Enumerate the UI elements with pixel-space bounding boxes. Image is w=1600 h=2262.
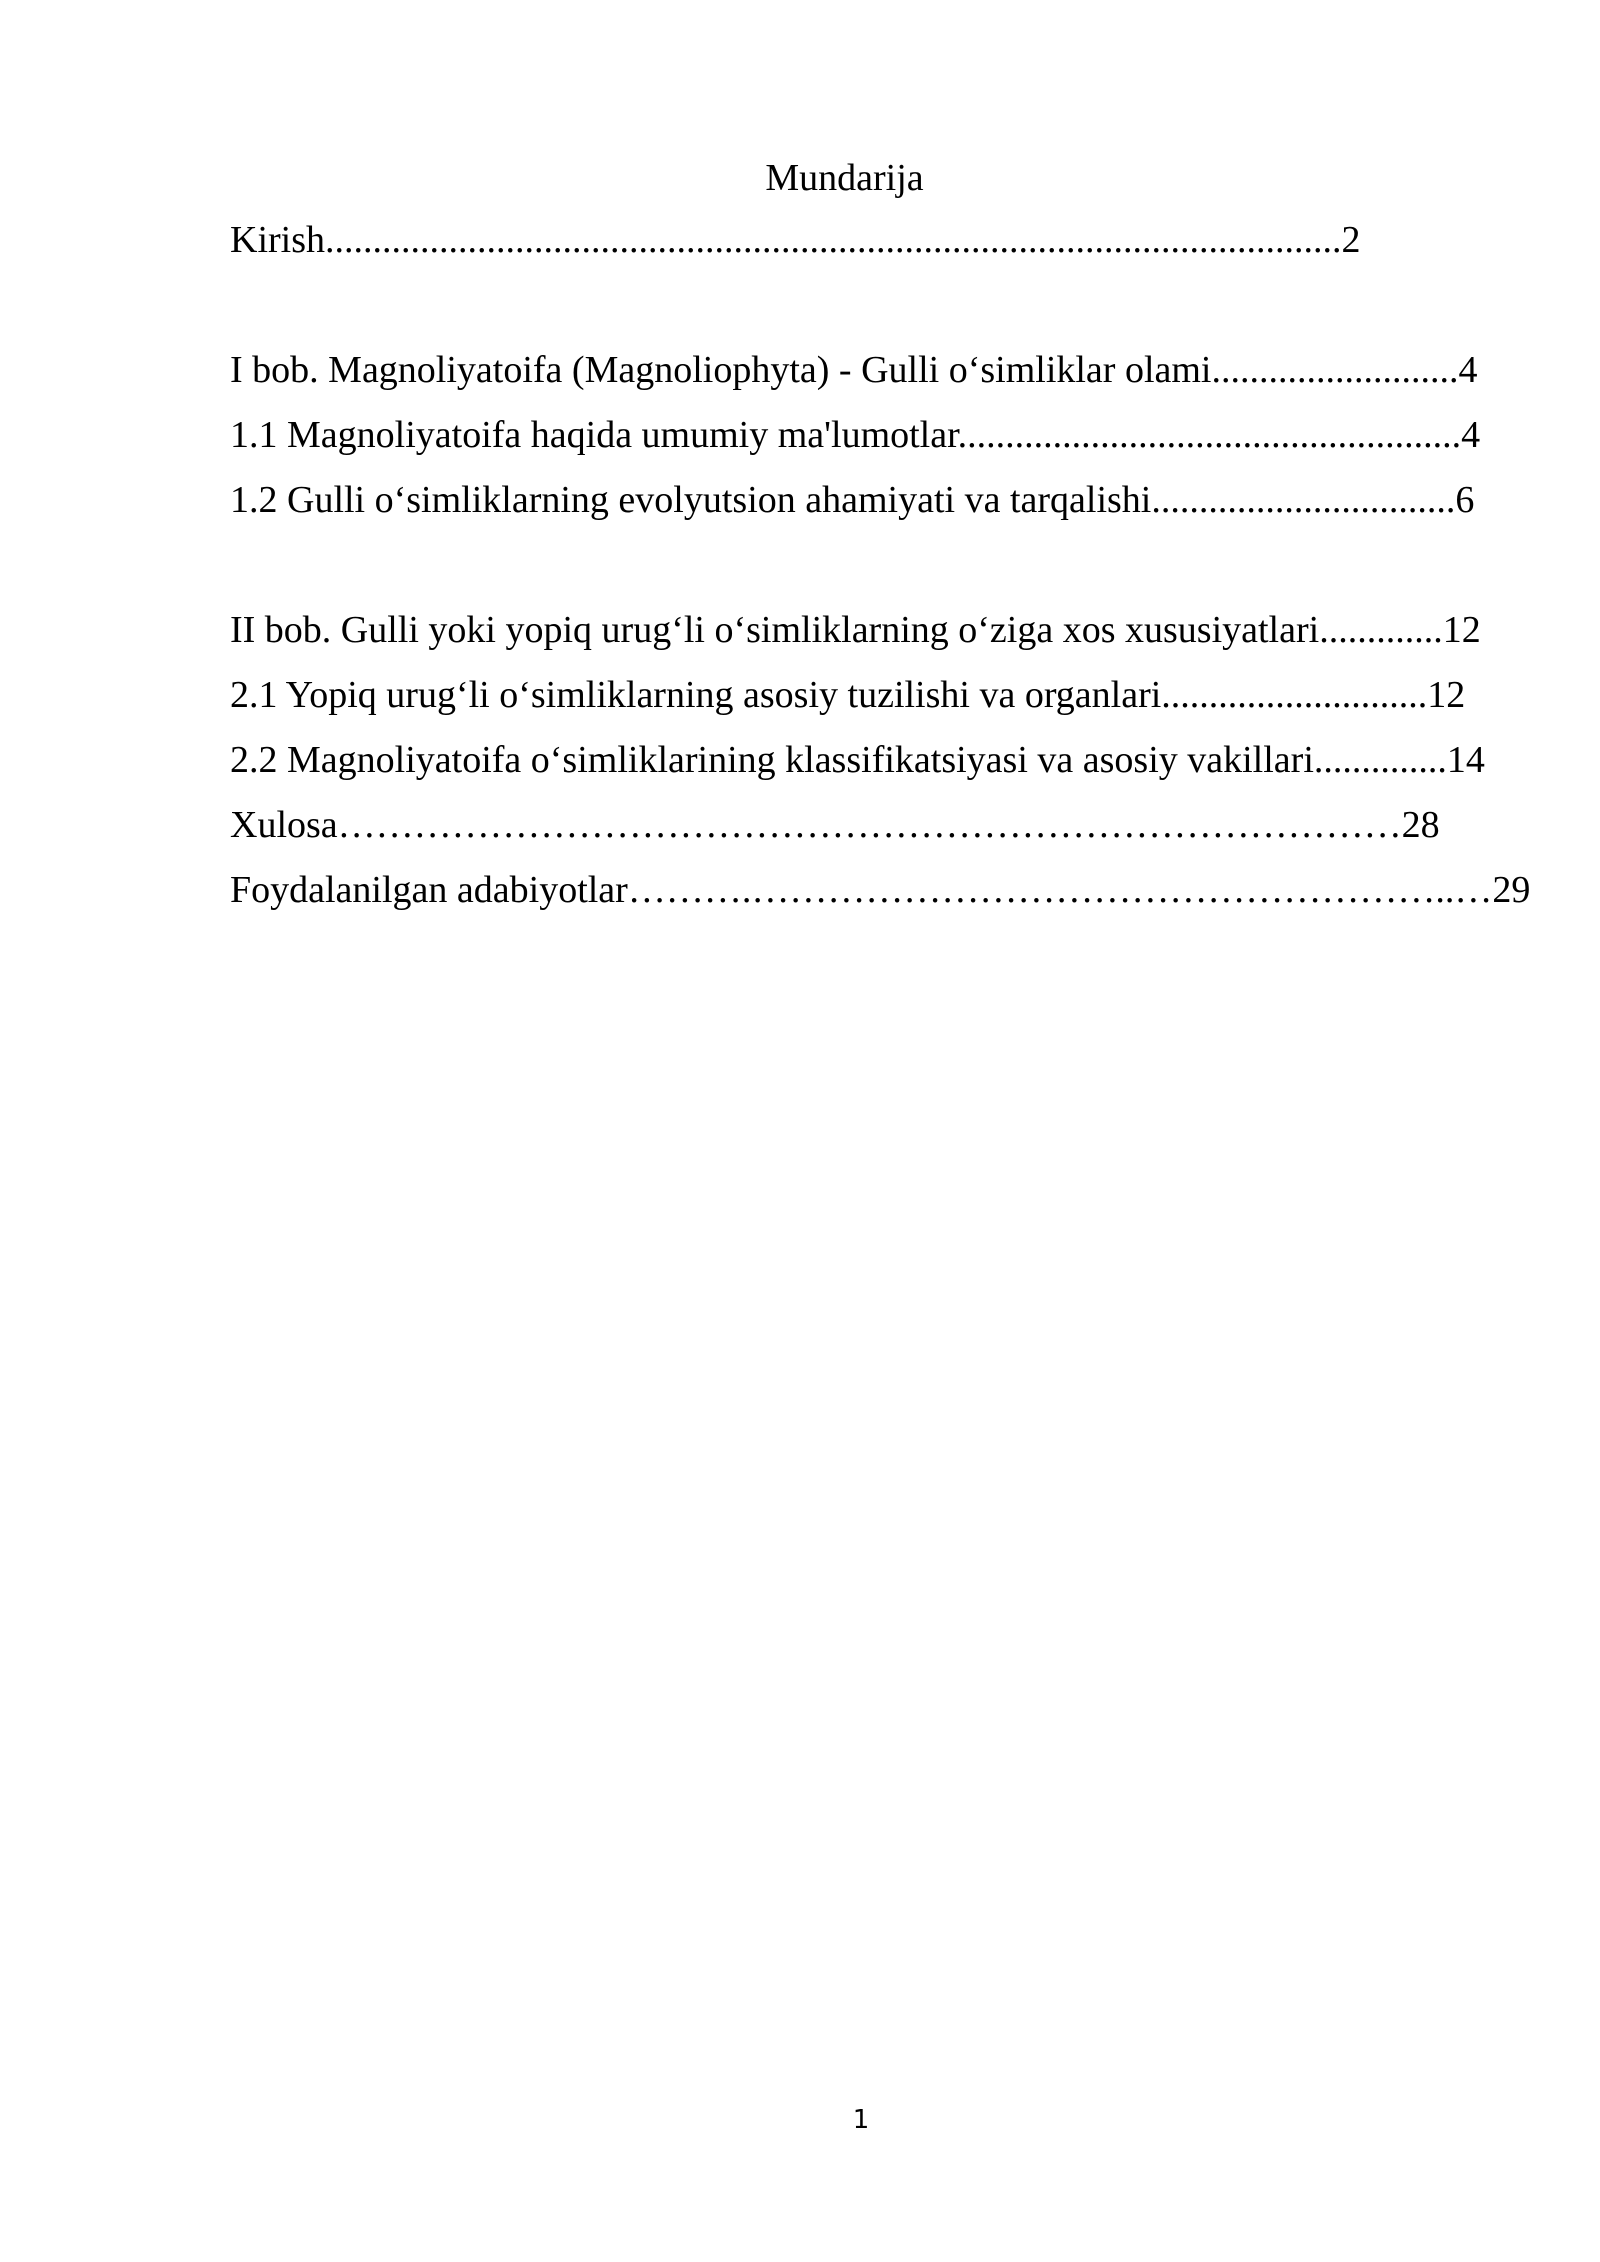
toc-entry-leader: ..........................: [1211, 349, 1459, 391]
toc-entry-label: 2.2 Magnoliyatoifa o‘simliklarining klassifikatsiyasi va asosiy vakillari: [230, 739, 1314, 781]
toc-entry-page: 14: [1446, 739, 1485, 781]
toc-entry-label: Kirish: [230, 219, 325, 261]
toc-entry-page: 6: [1455, 479, 1475, 521]
toc-entry-section-2-1[interactable]: [230, 665, 1465, 725]
toc-entry-label: 2.1 Yopiq urug‘li o‘simliklarning asosiy tuzilishi va organlari: [230, 674, 1162, 716]
page-title: Mundarija: [765, 157, 924, 199]
toc-entry-page: 2: [1341, 219, 1361, 261]
toc-entry-leader: ............................: [1161, 674, 1428, 716]
toc-entry-label: Foydalanilgan adabiyotlar: [230, 869, 628, 911]
toc-entry-chapter-1[interactable]: [230, 340, 1478, 400]
toc-entry-leader: …………………………………………………………………………: [337, 804, 1402, 846]
toc-entry-label: I bob. Magnoliyatoifa (Magnoliophyta) - Gulli o‘simliklar olami: [230, 349, 1212, 391]
toc-entry-leader: ................................: [1151, 479, 1456, 521]
toc-entry-page: 4: [1458, 349, 1478, 391]
toc-entry-references[interactable]: [230, 860, 1530, 920]
toc-entry-section-2-2[interactable]: [230, 730, 1485, 790]
toc-entry-page: 29: [1492, 869, 1531, 911]
toc-entry-page: 28: [1401, 804, 1440, 846]
toc-entry-leader: ...........................................................................................................: [325, 219, 1342, 261]
toc-entry-conclusion[interactable]: [230, 795, 1440, 855]
toc-entry-page: 4: [1461, 414, 1481, 456]
toc-entry-leader: .....................................................: [957, 414, 1462, 456]
toc-entry-section-1-2[interactable]: [230, 470, 1474, 530]
toc-entry-label: 1.2 Gulli o‘simliklarning evolyutsion ahamiyati va tarqalishi: [230, 479, 1152, 521]
toc-entry-page: 12: [1442, 609, 1481, 651]
page-number: 1: [852, 2105, 870, 2135]
toc-entry-leader: ..............: [1313, 739, 1447, 781]
toc-entry-introduction[interactable]: [230, 210, 1361, 270]
toc-entry-leader: ……….………………………………………………..…: [627, 869, 1493, 911]
toc-entry-label: Xulosa: [230, 804, 338, 846]
toc-entry-page: 12: [1427, 674, 1466, 716]
toc-entry-label: II bob. Gulli yoki yopiq urug‘li o‘simliklarning o‘ziga xos xususiyatlari: [230, 609, 1320, 651]
toc-entry-chapter-2[interactable]: [230, 600, 1481, 660]
toc-entry-leader: .............: [1319, 609, 1443, 651]
toc-entry-section-1-1[interactable]: [230, 405, 1480, 465]
toc-entry-label: 1.1 Magnoliyatoifa haqida umumiy ma'lumotlar: [230, 414, 958, 456]
